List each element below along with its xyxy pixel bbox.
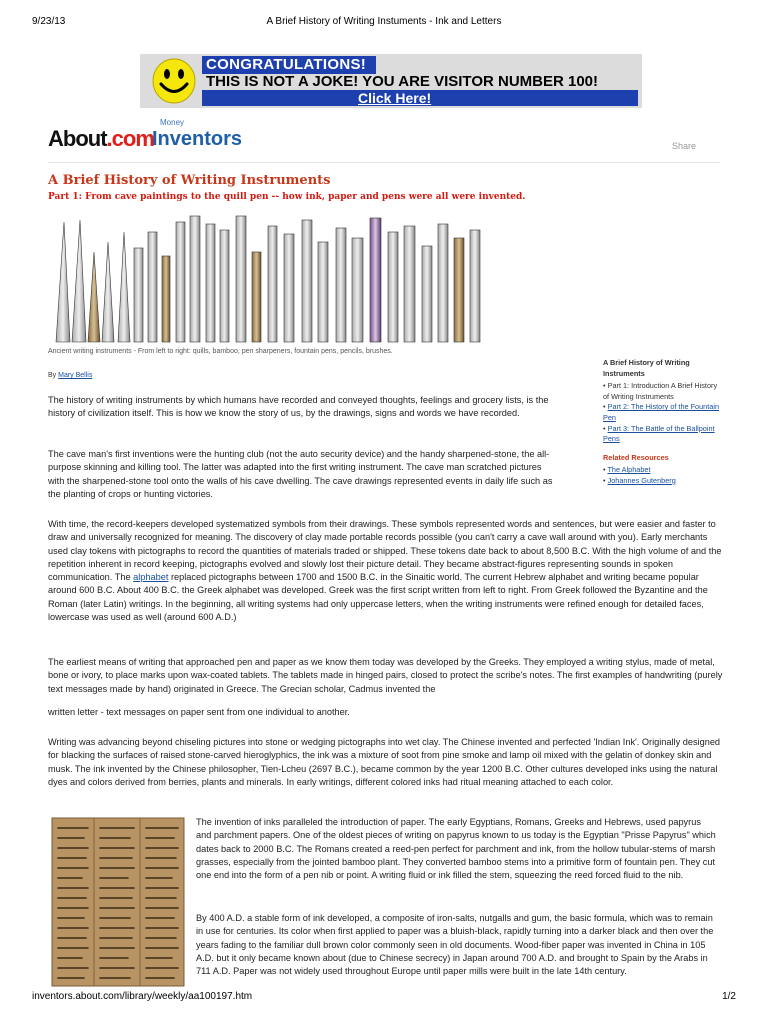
channel-link-money[interactable]: Money (160, 118, 185, 127)
sidebar-title: A Brief History of Writing Instruments (603, 358, 690, 378)
print-doc-title: A Brief History of Writing Instuments - Ink and Letters (266, 16, 502, 27)
site-header (48, 116, 720, 163)
sidebar-item-part1 (603, 381, 723, 402)
image-caption: Ancient writing instruments - From left to right: quills, bamboo, pen sharpeners, fountain pens, pencils, brushes. (48, 348, 393, 355)
share-link[interactable]: Share (671, 141, 696, 151)
sidebar-item-part2[interactable] (603, 402, 723, 423)
related-link-alphabet[interactable]: The Alphabet (607, 465, 651, 475)
logo-com-text: .com (106, 126, 154, 151)
paragraph-6: The invention of inks paralleled the introduction of paper. The early Egyptians, Romans, Greeks and Hebrews, used papyrus and parchment papers. One of the oldest pieces of writing on papyrus known to us today is the Egyptian "Prisse Papyrus" which dates back to 2000 B.C. The Romans created a reed-pen perfect for parchment and ink, from the hollow tubular-stems of marsh grasses, especially from the jointed bamboo plant. They converted bamboo stems into a primitive form of fountain pen. They cut one end into the form of a pen nib or point. A writing fluid or ink filled the stem, squeezing the reed forced fluid to the nib. (196, 817, 716, 881)
bullet: • (603, 465, 606, 475)
paragraph-4: The earliest means of writing that approached pen and paper as we know them today was developed by the Greeks. They employed a writing stylus, made of metal, bone or ivory, to place marks upon wax-coated tablets. The tablets made in hinged pairs, closed to protect the scribe's notes. The first examples of handwriting (purely text messages made by hand) originated in Greece. The Grecian scholar, Cadmus invented the (48, 657, 723, 694)
print-url: inventors.about.com/library/weekly/aa100197.htm (32, 991, 253, 1002)
banner-congratulations-text: CONGRATULATIONS! (202, 56, 376, 74)
smiley-face-icon (150, 57, 198, 105)
sidebar-link-part2[interactable]: Part 2: The History of the Fountain Pen (603, 402, 719, 422)
sidebar (603, 358, 723, 487)
author-link[interactable]: Mary Bellis (58, 372, 93, 379)
bullet: • (603, 381, 606, 391)
sidebar-item-part3[interactable] (603, 424, 723, 445)
prisse-papyrus-image (48, 816, 188, 988)
logo-about-text: About (48, 126, 107, 151)
banner-click-here-button[interactable] (202, 90, 638, 106)
paragraph-4-continued: written letter - text messages on paper sent from one individual to another. (48, 707, 350, 717)
related-resources-heading: Related Resources (603, 452, 669, 462)
article-subtitle: Part 1: From cave paintings to the quill pen -- how ink, paper and pens were all were invented. (48, 192, 526, 202)
paragraph-3-text-b: replaced pictographs between 1700 and 1500 B.C. in the Sinaitic world. The current Hebrew alphabet and writing became popular around 600 B.C. About 400 B.C. the Greek alphabet was developed. Greek was the first script written from left to right. From Greek followed the Byzantine and the Roman (later Latin) writings. In the beginning, all writing systems had only uppercase letters, when the writing instruments were refined enough for detailed faces, lowercase was used as well (around 600 A.D.) (48, 572, 708, 623)
related-item-gutenberg[interactable] (603, 476, 723, 487)
visitor-banner-ad[interactable] (140, 54, 642, 108)
print-header (32, 16, 736, 30)
article-title: A Brief History of Writing Instruments (48, 173, 331, 188)
paragraph-3 (48, 518, 728, 624)
related-link-gutenberg[interactable]: Johannes Gutenberg (607, 475, 676, 485)
sidebar-item-label: Part 1: Introduction A Brief History of Writing Instruments (603, 381, 718, 401)
about-com-logo[interactable] (48, 126, 154, 152)
banner-click-here-label[interactable]: Click Here! (358, 90, 432, 106)
writing-instruments-image (46, 212, 492, 344)
sidebar-link-part3[interactable]: Part 3: The Battle of the Ballpoint Pens (603, 423, 715, 444)
paragraph-2: The cave man's first inventions were the hunting club (not the auto security device) and the handy sharpened-stone, the all-purpose skinning and killing tool. The latter was adapted into the first writing instrument. The cave man scratched pictures with the sharpened-stone tool onto the walls of his cave dwelling. The cave drawings represented events in daily life such as the planting of crops or hunting victories. (48, 449, 553, 499)
paragraph-1: The history of writing instruments by which humans have recorded and conveyed thoughts, feelings and grocery lists, is the history of civilization itself. This is how we know the story of us, by the drawings, signs and words we have recorded. (48, 395, 549, 419)
byline (48, 372, 92, 379)
bullet: • (603, 475, 606, 485)
byline-prefix: By (48, 372, 57, 379)
related-item-alphabet[interactable] (603, 465, 723, 476)
print-footer (32, 991, 736, 1005)
alphabet-link[interactable]: alphabet (133, 572, 169, 583)
section-name-inventors[interactable]: Inventors (152, 128, 243, 150)
paragraph-3-text-a: With time, the record-keepers developed systematized symbols from their drawings. These symbols represented words and sentences, but were easier and faster to draw and universally recognized for meaning. The discovery of clay made portable records possible (you can't carry a cave wall around with you). Early merchants used clay tokens with pictographs to record the quantities of materials traded or shipped. These tokens date back to about 8,500 B.C. With the high volume of and the repetition inherent in record keeping, pictographs evolved and slowly lost their picture detail. They became abstract-figures representing sounds in spoken communication. The (48, 519, 722, 583)
paragraph-7: By 400 A.D. a stable form of ink developed, a composite of iron-salts, nutgalls and gum, the basic formula, which was to remain in use for centuries. Its color when first applied to paper was a bluish-black, rapidly turning into a darker black and then over the years fading to the familiar dull brown color commonly seen in old documents. Wood-fiber paper was invented in China in 105 A.D. but it only became known about (due to Chinese secrecy) in Japan around 700 A.D. and brought to Spain by the Arabs in 711 A.D. Paper was not widely used throughout Europe until paper mills were built in the late 14th century. (196, 913, 714, 977)
bullet: • (603, 423, 606, 433)
bullet: • (603, 402, 606, 412)
paragraph-5: Writing was advancing beyond chiseling pictures into stone or wedging pictographs into wet clay. The Chinese invented and perfected 'Indian Ink'. Originally designed for blacking the surfaces of raised stone-carved hieroglyphics, the ink was a mixture of soot from pine smoke and lamp oil mixed with the gelatin of donkey skin and musk. The ink invented by the Chinese philosopher, Tien-Lcheu (2697 B.C.), became common by the year 1200 B.C. Other cultures developed inks using the natural dyes and colors derived from berries, plants and minerals. In early writings, different colored inks had ritual meaning attached to each color. (48, 737, 721, 787)
print-date: 9/23/13 (32, 16, 66, 27)
print-page-number: 1/2 (722, 991, 736, 1002)
banner-visitor-text: THIS IS NOT A JOKE! YOU ARE VISITOR NUMBER 100! (206, 73, 599, 90)
